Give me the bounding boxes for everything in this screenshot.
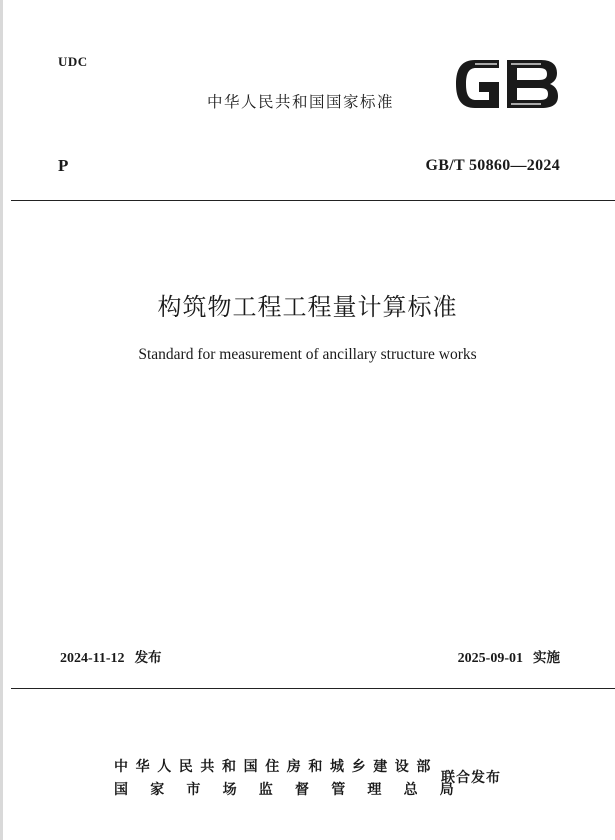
implementation-date: 2025-09-01 (457, 651, 523, 666)
bottom-divider (11, 688, 615, 689)
national-standard-label: 中华人民共和国国家标准 (207, 93, 395, 111)
udc-label: UDC (58, 54, 88, 69)
title-chinese: 构筑物工程工程量计算标准 (157, 293, 458, 321)
issuer-administration: 国家市场监督管理总局 (114, 782, 476, 798)
issue-date: 2024-11-12 (60, 651, 125, 666)
implementation-label: 实施 (533, 650, 560, 666)
implementation-date-block (458, 646, 560, 667)
issue-date-block (60, 646, 162, 667)
issuing-authorities (114, 756, 476, 802)
issuer-ministry: 中华人民共和国住房和城乡建设部 (114, 759, 438, 775)
page-edge-shadow (0, 0, 3, 840)
gb-logo-icon (453, 56, 561, 112)
title-english: Standard for measurement of ancillary structure works (138, 346, 477, 363)
joint-issue-label: 联合发布 (441, 770, 501, 786)
classification-code: P (58, 156, 69, 175)
issue-label: 发布 (134, 650, 162, 666)
top-divider (11, 200, 615, 201)
standard-number: GB/T 50860—2024 (425, 157, 560, 174)
